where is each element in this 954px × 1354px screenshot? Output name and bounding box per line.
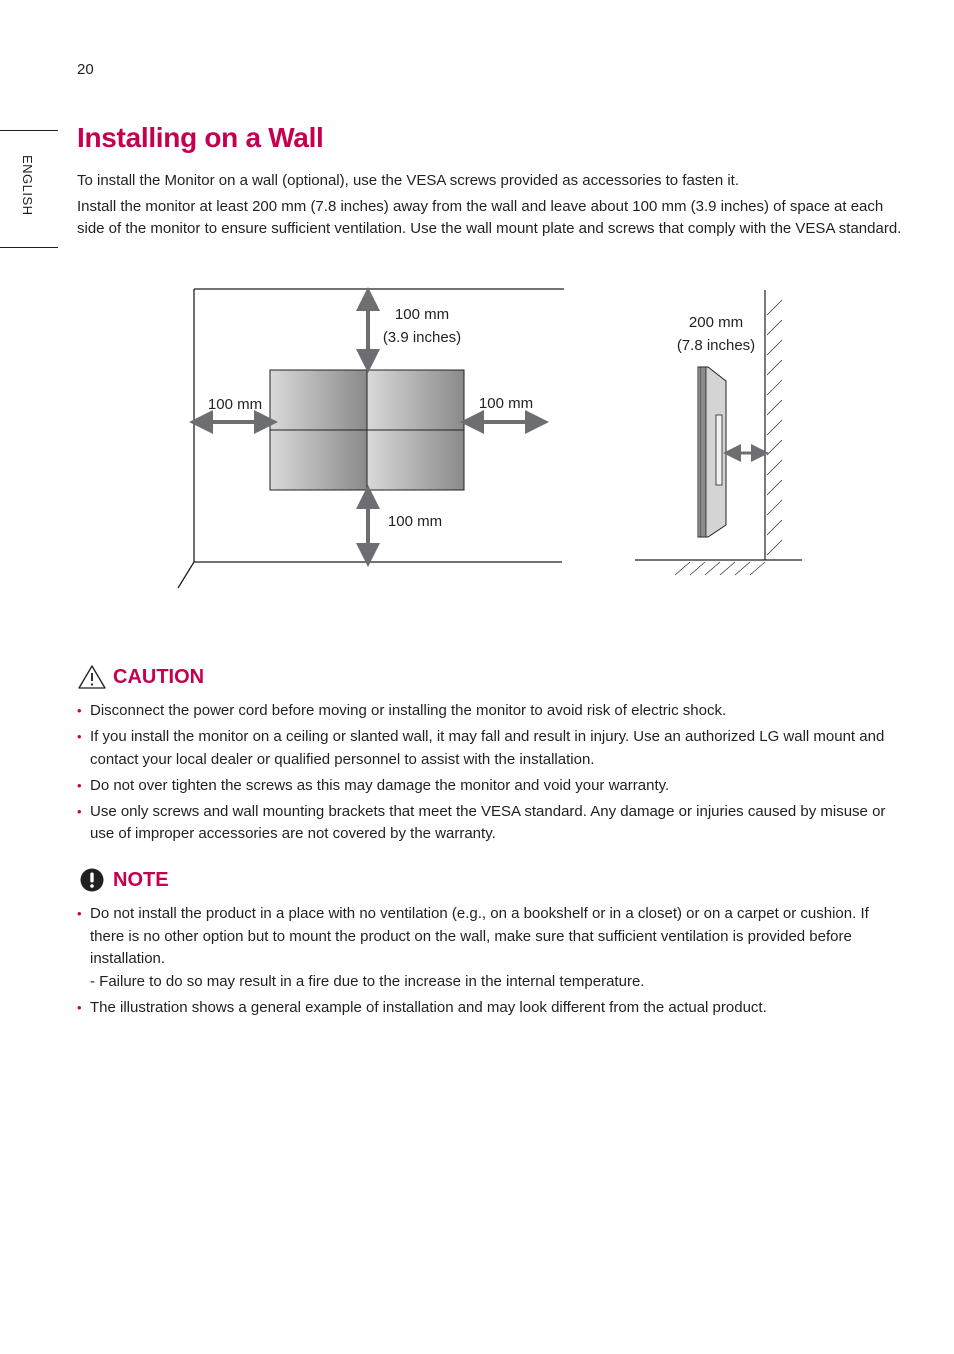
top-clearance-inches: (3.9 inches) — [382, 328, 462, 346]
language-tab-label: ENGLISH — [20, 155, 35, 216]
note-item — [77, 903, 904, 993]
note-list — [77, 903, 904, 1019]
caution-list — [77, 700, 904, 846]
top-clearance-label — [372, 304, 472, 349]
intro — [77, 170, 902, 244]
caution-item: • If you install the monitor on a ceiling or slanted wall, it may fall and result in injury. Use an authorized LG wall mount and contact your local dealer or qualified personnel to assist with the installation. — [77, 726, 904, 771]
caution-title: CAUTION — [113, 665, 205, 688]
left-clearance-label: 100 mm — [207, 396, 263, 413]
note-section — [77, 867, 904, 1023]
caution-item: • Use only screws and wall mounting brackets that meet the VESA standard. Any damage or injuries caused by misuse or use of improper accessories are not covered by the warranty. — [77, 801, 904, 846]
caution-section — [77, 664, 904, 849]
caution-item: • Disconnect the power cord before moving or installing the monitor to avoid risk of electric shock. — [77, 700, 904, 723]
language-tab — [0, 130, 58, 248]
wall-mount-diagram — [170, 285, 810, 595]
intro-paragraph-2: Install the monitor at least 200 mm (7.8 inches) away from the wall and leave about 100 mm (3.9 inches) of space at each side of the monitor to ensure sufficient ventilation. Use the wall mount plate and screws that comply with the VESA standard. — [77, 197, 902, 237]
note-item: • The illustration shows a general example of installation and may look different from the actual product. — [77, 997, 904, 1020]
intro-paragraph-1: To install the Monitor on a wall (optional), use the VESA screws provided as accessories to fasten it. — [77, 172, 739, 189]
wall-distance-inches: (7.8 inches) — [676, 336, 756, 354]
note-sub-item: - Failure to do so may result in a fire due to the increase in the internal temperature. — [90, 972, 645, 990]
caution-item: • Do not over tighten the screws as this may damage the monitor and void your warranty. — [77, 775, 904, 798]
note-item-text: • Do not install the product in a place with no ventilation (e.g., on a bookshelf or in a closet) or on a carpet or cushion. If there is no other option but to mount the product on the wall, make sure that sufficient ventilation is provided before installation. — [90, 905, 869, 967]
warning-triangle-icon — [77, 664, 107, 690]
wall-distance-label — [666, 312, 766, 357]
wall-distance-mm: 200 mm — [688, 314, 744, 331]
note-title: NOTE — [113, 868, 169, 891]
page-number: 20 — [77, 61, 94, 78]
page-title: Installing on a Wall — [77, 122, 324, 153]
bottom-clearance-label: 100 mm — [387, 513, 443, 530]
exclamation-circle-icon — [77, 867, 107, 893]
right-clearance-label: 100 mm — [478, 395, 534, 412]
video-wall-panels — [270, 370, 464, 490]
top-clearance-mm: 100 mm — [394, 306, 450, 323]
